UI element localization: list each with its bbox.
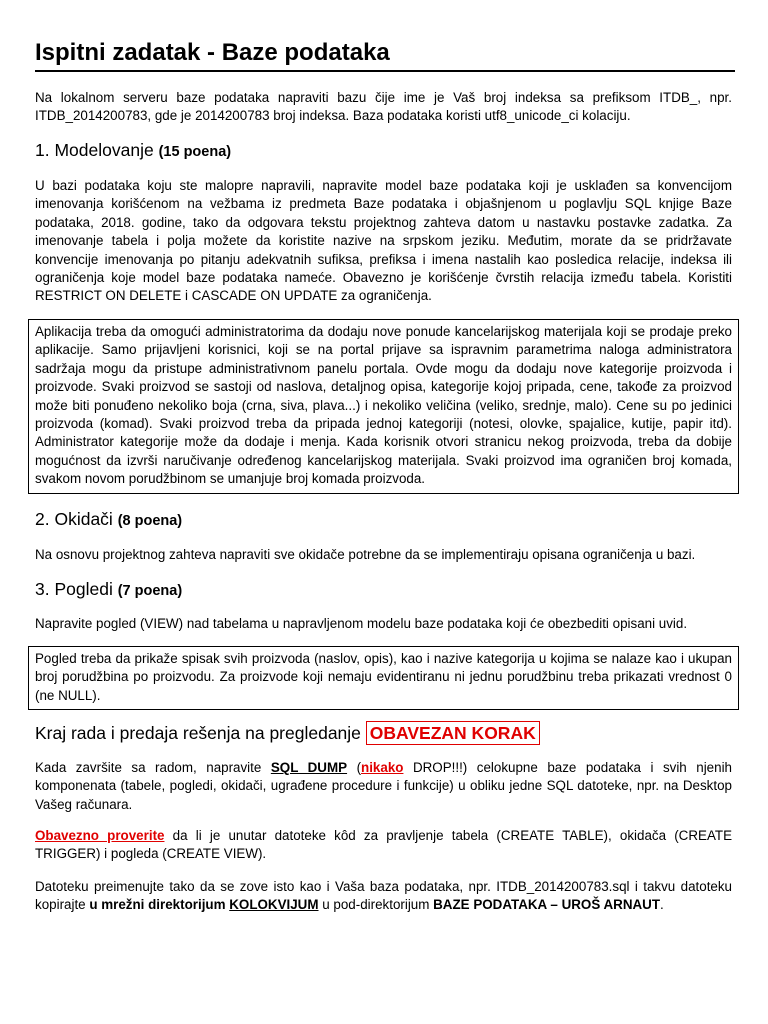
okidaci-paragraph: Na osnovu projektnog zahteva napraviti sve okidače potrebne da se implementiraju opisana ograničenja u bazi. xyxy=(35,547,696,562)
section-modelovanje-heading xyxy=(35,139,231,163)
obavezno-proverite-emphasis: Obavezno proverite xyxy=(35,828,165,843)
network-directory-emphasis: u mrežni direktorijum xyxy=(89,897,230,913)
section-kraj-heading xyxy=(35,721,540,745)
section-points: (8 poena) xyxy=(117,513,183,529)
sql-dump-emphasis: SQL DUMP xyxy=(270,760,348,775)
section-pogledi-heading xyxy=(35,578,182,602)
section-heading-text: 1. Modelovanje xyxy=(35,140,154,160)
text-run: . xyxy=(660,897,664,913)
text-run: u pod-direktorijum xyxy=(318,897,434,913)
modelovanje-paragraph: U bazi podataka koju ste malopre napravili, napravite model baze podataka koji je usklađen sa konvencijom imenovanja korišćenom na vežbama iz predmeta Baze podataka i objašnjenom u poglavlju SQL knjige Baze podataka, 2018. godine, tako da odgovara tekstu projektnog zahteva datom u nastavku postavke zadatka. Za imenovanje tabela i polja možete da koristite nazive na srpskom jeziku. Međutim, morate da se pridržavate konvencije imenovanja po pitanju adekvatnih sufiksa, prefiksa i imena nastalih kao posledica relacije, indeksa ili ograničenja koje model baze podataka nameće. Obavezno je korišćenje čvrstih relacija između tabela. Koristiti RESTRICT ON DELETE i CASCADE ON UPDATE za ograničenja. xyxy=(35,178,732,304)
section-points: (7 poena) xyxy=(117,583,183,599)
document-title: Ispitni zadatak - Baze podataka xyxy=(35,38,735,72)
section-points: (15 poena) xyxy=(158,144,232,160)
sql-dump-paragraph xyxy=(35,759,732,814)
view-requirement-box: Pogled treba da prikaže spisak svih proizvoda (naslov, opis), kao i nazive kategorija u kojima se nalaze kao i ukupan broj porudžbina po proizvodu. Za proizvode koji nemaju evidentiranu ni jednu porudžbinu treba prikazati vrednost 0 (ne NULL). xyxy=(28,646,739,710)
section-heading-text: Kraj rada i predaja rešenja na pregledanje xyxy=(35,723,361,743)
project-requirement-box: Aplikacija treba da omogući administratorima da dodaju nove ponude kancelarijskog materijala koji se prodaje preko aplikacije. Samo prijavljeni korisnici, koji se na portal prijave sa ispravnim parametrima naloga administratora sadržaja mogu da pristupe administrativnom panelu portala. Ovde mogu da dodaju nove kategorije proizvoda i proizvode. Svaki proizvod se sastoji od naslova, detaljnog opisa, kategorije kojoj pripada, cene, takođe za proizvod može biti ponuđeno nekoliko boja (crna, siva, plava...) i nekoliko veličina (veliko, srednje, malo). Cene su po jedinici proizvoda (komad). Svaki proizvod treba da pripada jednoj kategoriji (notesi, olovke, spajalice, kutije, papir itd). Administrator kategorije može da dodaje i menja. Kada korisnik otvori stranicu nekog proizvoda, treba da dobije mogućnost da izvrši naručivanje određenog kancelarijskog materijala. Svaki proizvod ima ograničen broj komada, svakom novom porudžbinom se umanjuje broj komada proizvoda. xyxy=(28,319,739,494)
obavezan-korak-badge: OBAVEZAN KORAK xyxy=(366,721,540,745)
section-okidaci-heading xyxy=(35,508,182,532)
subdirectory-emphasis: BAZE PODATAKA – UROŠ ARNAUT xyxy=(433,897,661,913)
nikako-emphasis: nikako xyxy=(361,760,404,775)
text-run: da li je unutar datoteke kôd za pravljenje tabela (CREATE TABLE), okidača (CREATE TRIGGER) i pogleda (CREATE VIEW). xyxy=(35,828,732,862)
section-heading-text: 3. Pogledi xyxy=(35,579,113,599)
text-run: Datoteku preimenujte tako da se zove isto kao i Vaša baza podataka, npr. ITDB_2014200783.sql i takvu datoteku kopirajte xyxy=(35,879,732,913)
text-run: ( xyxy=(347,760,362,775)
text-run: Kada završite sa radom, napravite xyxy=(35,760,271,775)
kolokvijum-emphasis: KOLOKVIJUM xyxy=(229,897,319,913)
text-run: DROP!!!) celokupne baze podataka i svih njenih komponenata (tabele, pogledi, okidači, ugrađene procedure i funkcije) u obliku jedne SQL datoteke, npr. na Desktop Vašeg računara. xyxy=(35,760,732,812)
intro-paragraph: Na lokalnom serveru baze podataka napraviti bazu čije ime je Vaš broj indeksa sa prefiksom ITDB_, npr. ITDB_2014200783, gde je 2014200783 broj indeksa. Baza podataka koristi utf8_unicode_ci kolaciju. xyxy=(35,90,732,124)
check-file-paragraph xyxy=(35,827,732,864)
rename-copy-paragraph xyxy=(35,878,732,915)
section-heading-text: 2. Okidači xyxy=(35,509,113,529)
pogledi-paragraph: Napravite pogled (VIEW) nad tabelama u napravljenom modelu baze podataka koji će obezbediti opisani uvid. xyxy=(35,616,688,631)
